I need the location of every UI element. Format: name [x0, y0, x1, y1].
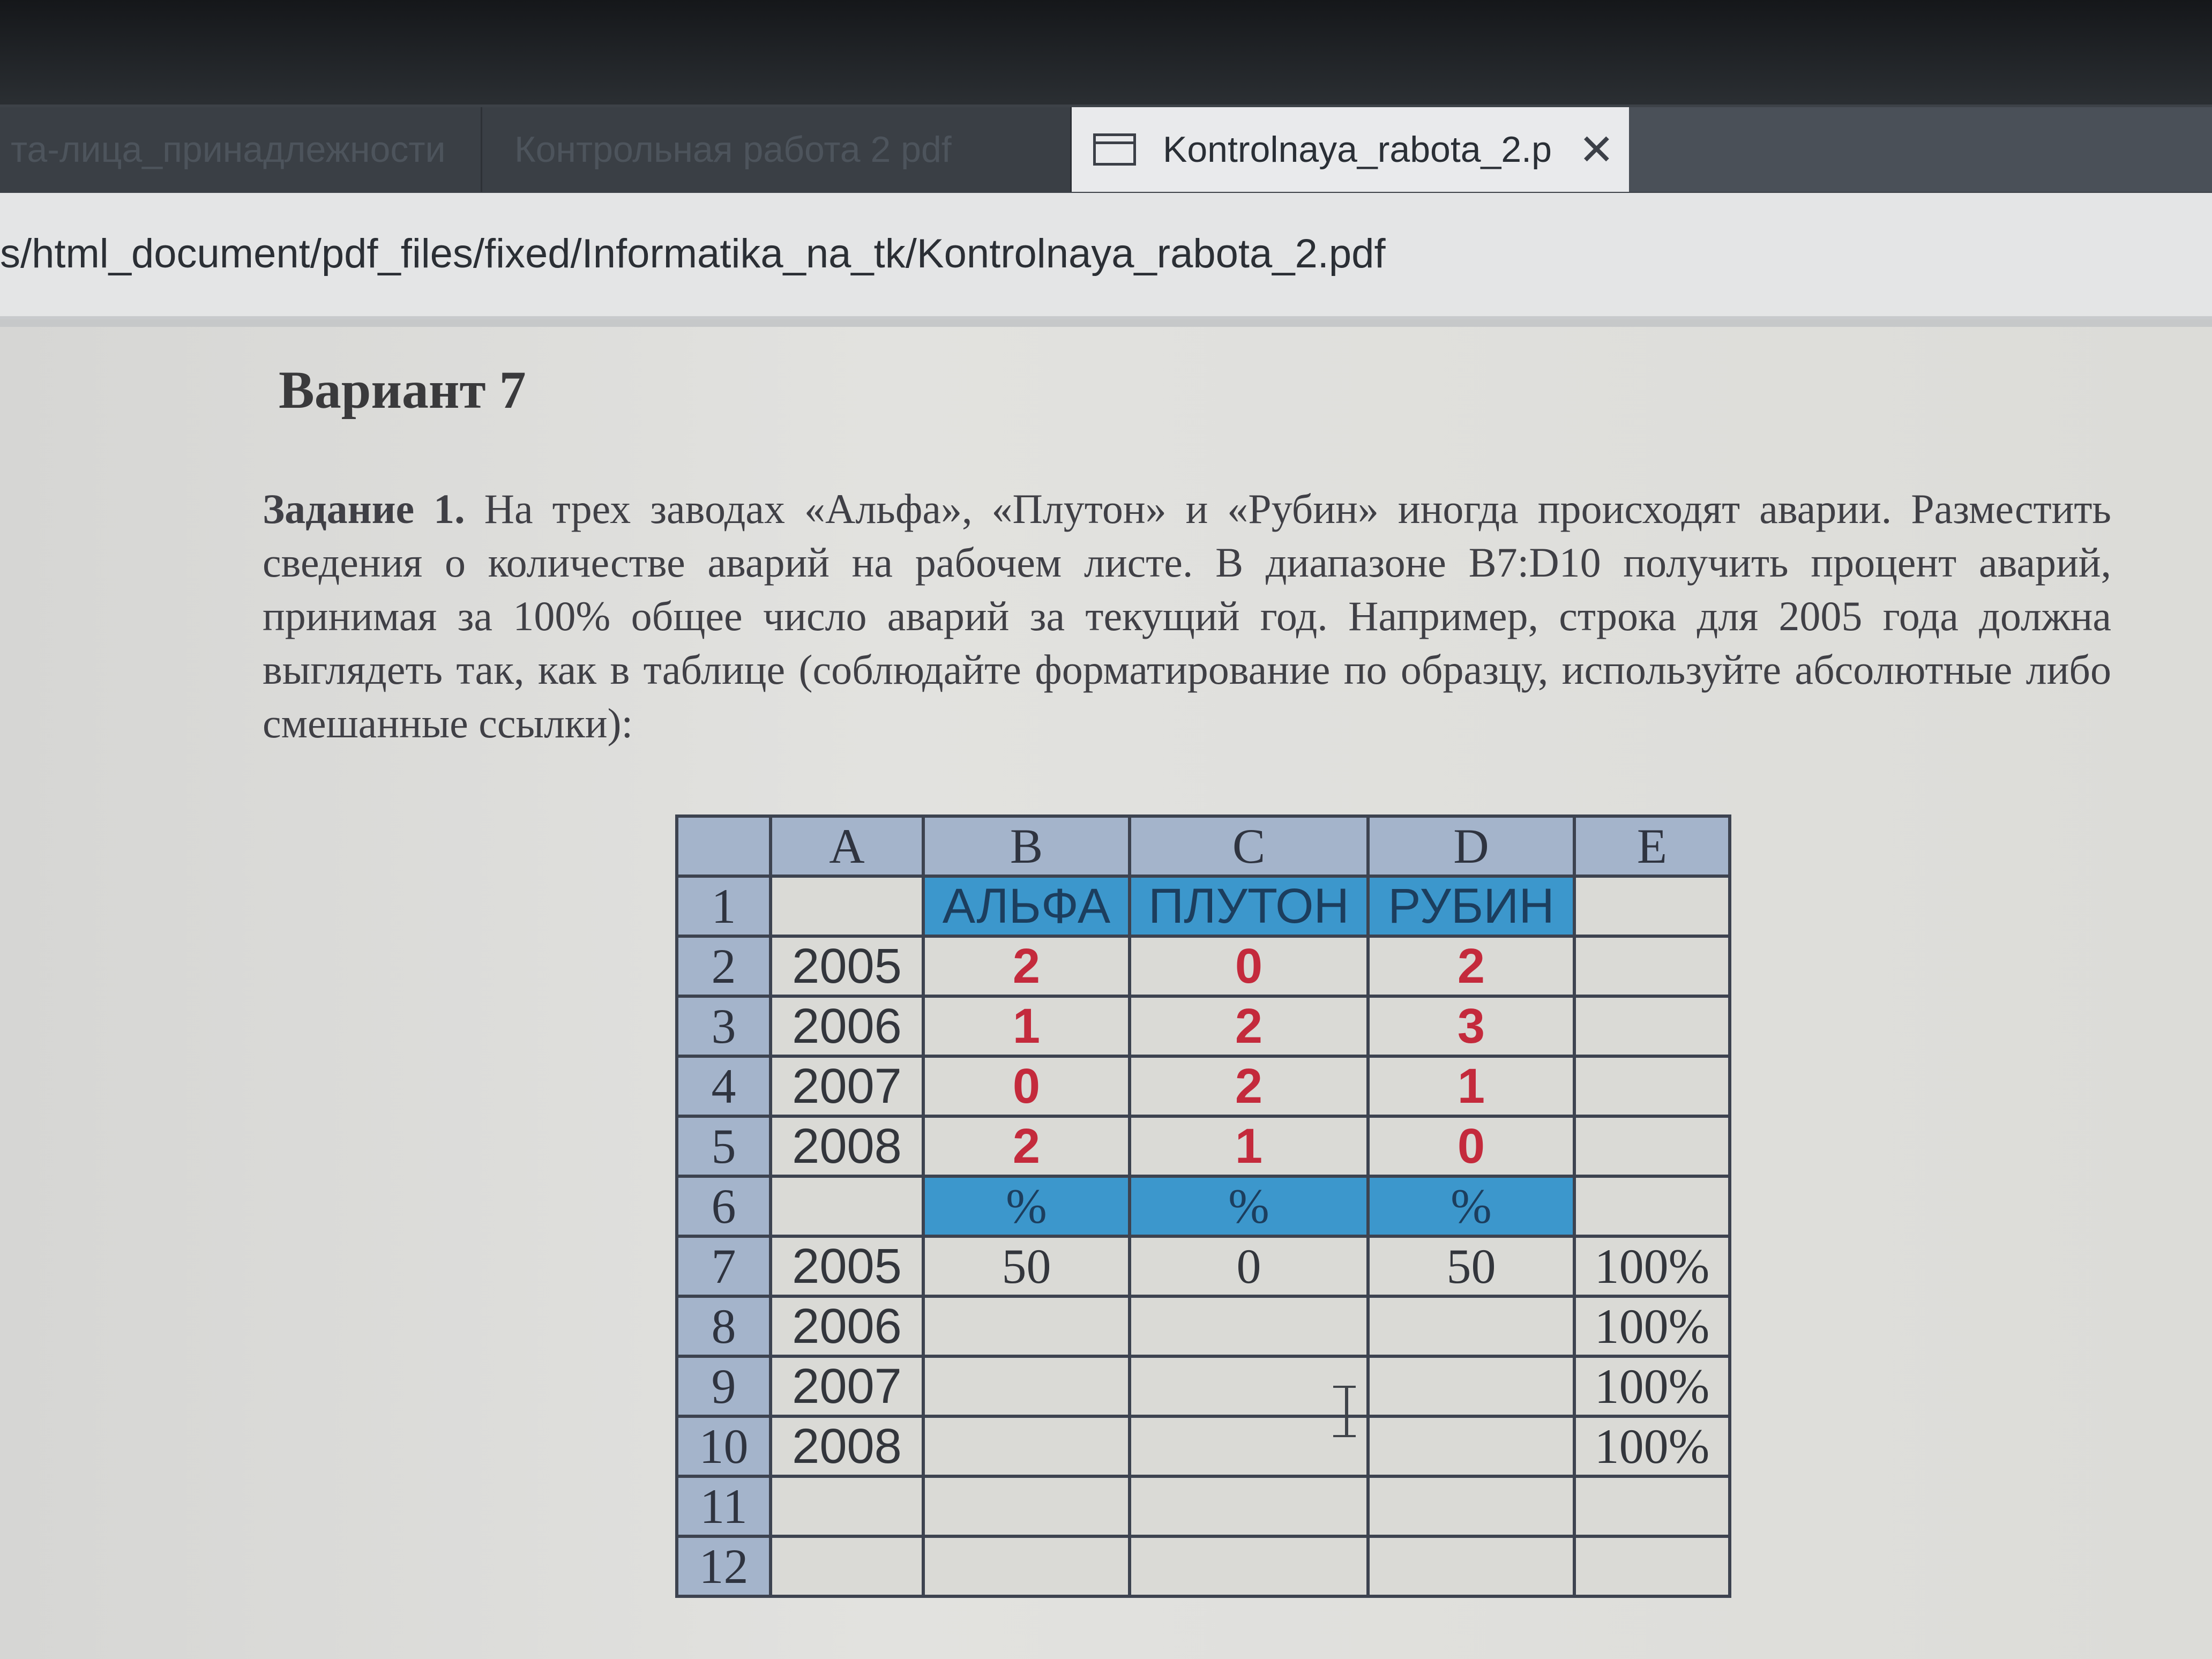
cell-a11: [771, 1476, 923, 1536]
cell-d2: 2: [1368, 936, 1574, 996]
cell-c5: 1: [1130, 1116, 1368, 1176]
text-cursor-icon: [1341, 1386, 1348, 1437]
cursor-stem: [1345, 1386, 1347, 1437]
cell-e10: 100%: [1574, 1416, 1730, 1476]
tab-label: та-лица_принадлежности: [11, 129, 446, 170]
page-icon: [1093, 133, 1136, 166]
page-title: Вариант 7: [279, 360, 526, 420]
cell-b4: 0: [923, 1056, 1130, 1116]
column-header-row: [677, 816, 1730, 876]
column-header-e: E: [1574, 816, 1730, 876]
tab-label: Kontrolnaya_rabota_2.p: [1163, 129, 1552, 170]
cell-c12: [1130, 1536, 1368, 1596]
cell-c2: 0: [1130, 936, 1368, 996]
table-row: [677, 1296, 1730, 1356]
cell-d3: 3: [1368, 996, 1574, 1056]
cell-c3: 2: [1130, 996, 1368, 1056]
cell-b8: [923, 1296, 1130, 1356]
cell-e5: [1574, 1116, 1730, 1176]
task-label: Задание 1.: [263, 485, 465, 532]
cell-e11: [1574, 1476, 1730, 1536]
cell-b3: 1: [923, 996, 1130, 1056]
table-row: [677, 1176, 1730, 1236]
cell-c10: [1130, 1416, 1368, 1476]
cell-a12: [771, 1536, 923, 1596]
cell-b7: 50: [923, 1236, 1130, 1296]
cell-d1: РУБИН: [1368, 876, 1574, 936]
row-header: 5: [677, 1116, 771, 1176]
row-header: 10: [677, 1416, 771, 1476]
cell-a8: 2006: [771, 1296, 923, 1356]
table-row: [677, 1356, 1730, 1416]
cell-d4: 1: [1368, 1056, 1574, 1116]
row-header: 4: [677, 1056, 771, 1116]
cell-b1: АЛЬФА: [923, 876, 1130, 936]
cell-d11: [1368, 1476, 1574, 1536]
table-row: [677, 876, 1730, 936]
spreadsheet-table: [675, 814, 1731, 1598]
cell-b9: [923, 1356, 1130, 1416]
cell-a2: 2005: [771, 936, 923, 996]
tab-kontrolnaya-prev[interactable]: [482, 107, 1072, 192]
task-text: На трех заводах «Альфа», «Плутон» и «Рубин» иногда происходят аварии. Разместить сведения о количестве аварий на рабочем листе. В диапазоне B7:D10 получить процент аварий, принимая за 100% общее число аварий за текущий год. Например, строка для 2005 года должна выглядеть так, как в таблице (соблюдайте форматирование по образцу, используйте абсолютные либо смешанные ссылки):: [263, 485, 2112, 746]
cell-e7: 100%: [1574, 1236, 1730, 1296]
cell-a10: 2008: [771, 1416, 923, 1476]
cell-e4: [1574, 1056, 1730, 1116]
screen-bezel: [0, 0, 2212, 107]
cell-a4: 2007: [771, 1056, 923, 1116]
tab-label: Контрольная работа 2 pdf: [514, 129, 952, 170]
cell-a1: [771, 876, 923, 936]
column-header-d: D: [1368, 816, 1574, 876]
tab-strip-empty[interactable]: [1629, 107, 2212, 192]
table-row: [677, 1056, 1730, 1116]
cell-b6: %: [923, 1176, 1130, 1236]
table-row: [677, 1536, 1730, 1596]
row-header: 11: [677, 1476, 771, 1536]
row-header: 3: [677, 996, 771, 1056]
row-header: 2: [677, 936, 771, 996]
row-header: 6: [677, 1176, 771, 1236]
table-row: [677, 936, 1730, 996]
table-row: [677, 1236, 1730, 1296]
row-header: 9: [677, 1356, 771, 1416]
cell-d9: [1368, 1356, 1574, 1416]
cell-c1: ПЛУТОН: [1130, 876, 1368, 936]
cell-e8: 100%: [1574, 1296, 1730, 1356]
cell-c11: [1130, 1476, 1368, 1536]
cell-b2: 2: [923, 936, 1130, 996]
cell-e9: 100%: [1574, 1356, 1730, 1416]
cell-d12: [1368, 1536, 1574, 1596]
cell-d7: 50: [1368, 1236, 1574, 1296]
cell-a9: 2007: [771, 1356, 923, 1416]
cell-e1: [1574, 876, 1730, 936]
cell-b12: [923, 1536, 1130, 1596]
cell-d8: [1368, 1296, 1574, 1356]
column-header-b: B: [923, 816, 1130, 876]
task-paragraph: [263, 482, 2111, 750]
cell-e12: [1574, 1536, 1730, 1596]
cell-b10: [923, 1416, 1130, 1476]
row-header: 12: [677, 1536, 771, 1596]
cell-d10: [1368, 1416, 1574, 1476]
table-row: [677, 1476, 1730, 1536]
cell-c7: 0: [1130, 1236, 1368, 1296]
table-row: [677, 996, 1730, 1056]
table-row: [677, 1116, 1730, 1176]
cell-e6: [1574, 1176, 1730, 1236]
cell-b5: 2: [923, 1116, 1130, 1176]
row-header: 1: [677, 876, 771, 936]
tab-kontrolnaya-active[interactable]: [1072, 107, 1629, 192]
column-header-a: A: [771, 816, 923, 876]
cell-c6: %: [1130, 1176, 1368, 1236]
row-header: 8: [677, 1296, 771, 1356]
tab-tablica[interactable]: [0, 107, 482, 192]
close-icon[interactable]: ✕: [1578, 125, 1615, 174]
cell-a7: 2005: [771, 1236, 923, 1296]
cell-d6: %: [1368, 1176, 1574, 1236]
url-text[interactable]: s/html_document/pdf_files/fixed/Informatika_na_tk/Kontrolnaya_rabota_2.pdf: [0, 231, 1386, 276]
cell-c8: [1130, 1296, 1368, 1356]
cell-c9: [1130, 1356, 1368, 1416]
cell-e2: [1574, 936, 1730, 996]
cell-a3: 2006: [771, 996, 923, 1056]
cell-a5: 2008: [771, 1116, 923, 1176]
cell-b11: [923, 1476, 1130, 1536]
row-header: 7: [677, 1236, 771, 1296]
corner-cell: [677, 816, 771, 876]
cell-a6: [771, 1176, 923, 1236]
cell-e3: [1574, 996, 1730, 1056]
table-row: [677, 1416, 1730, 1476]
cell-c4: 2: [1130, 1056, 1368, 1116]
column-header-c: C: [1130, 816, 1368, 876]
cell-d5: 0: [1368, 1116, 1574, 1176]
